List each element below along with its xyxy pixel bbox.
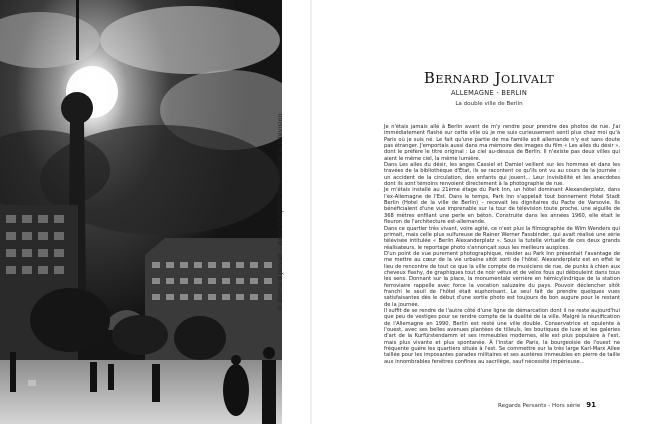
photo-caption: © Bernard Jolivalt – Alexanderplatz et la tour de la télévision	[276, 113, 284, 311]
author-name: Bernard Jolivalt	[423, 69, 555, 87]
tree	[112, 315, 168, 355]
left-page	[0, 0, 312, 424]
body-paragraph: Il suffit de se rendre de l'autre côté d'une ligne de démarcation dont il ne reste aujourd'hui que peu de vestiges pour se rendre compte de la dualité de la ville. Malgré la réunification de l'Allemagne en 1990, Berlin est resté une ville double. Conservatrice et opulente à l'ouest, avec ses belles avenues plantées de tilleuls, les boutiques de luxe et les galeries d'art de la Kurfürstendamm et ses immeubles modernes, elle est plus populaire à l'est, mais plus vivante et plus spontanée. À l'instar de Paris, la bourgeoisie de l'ouest ne fréquente guère les quartiers situés à l'est. Se commettre sur la très large Karl-Marx Allee taillée pour les imposantes parades militaires et ses austères immeubles en pierre de taille aux innombrables fenêtres confines au sacrilège, sauf nécessité impérieuse...	[384, 307, 620, 365]
body-paragraph: Dans ce quartier très vivant, voire agité, ce n'est plus la filmographie de Wim Wenders qui primait, mais celle plus sulfureuse de Rainer Werner Fassbinder, qui avait réalisé une série télévisée intitulée « Berlin Alexanderplatz ». Sous la tutelle virtuelle de ces deux grands réalisateurs, le reportage photo s'annonçait sous les meilleurs auspices.	[384, 225, 620, 251]
article-tagline: La double ville de Berlin	[455, 101, 523, 107]
body-paragraph: Je n'étais jamais allé à Berlin avant de m'y rendre pour prendre des photos de rue. J'ai immédiatement flashé sur cette ville où je me suis curieusement senti plus chez moi qu'à Paris où je suis né. Le fait qu'une partie de ma famille soit allemande n'y est sans doute pas étranger. J'emportais aussi dans ma mémoire des images du film « Les ailes du désir », dont le préfère le titre original : Le ciel au-dessus de Berlin. Il n'existe pas deux villes qui aient le même ciel, la même lumière.	[384, 124, 620, 162]
cloud	[100, 6, 280, 74]
tree	[30, 288, 110, 352]
tower-antenna	[76, 0, 79, 60]
bench	[28, 380, 36, 386]
photo-illustration	[0, 0, 282, 424]
page-number: 91	[586, 401, 597, 409]
body-paragraph: D'un point de vue purement photographique, résider au Park Inn présentait l'avantage de me mettre au cœur de la vie urbaine sitôt sorti de l'hôtel. Alexanderplatz est en effet le lieu de rencontre de tout ce que la ville compte de musiciens de rue, de punks à chien aux cheveux flashy, de graphiques tout de noir vêtus et de vélos fous qui débouleint dans tous les sens. Donnant sur la place, la monumentale verrière en hémicylindrique de la station ferroviaire rappelle avec force la vocation saluzaire du pays. Pouvoir déclencher sitôt franchi le seuil de l'hôtel était euphorisant. Le seul fait de prendre quelques vues satisfaisantes dès le début d'une sortie photo est toujours de bon augure pour le restant de la journée.	[384, 250, 620, 308]
tower-sphere	[61, 92, 93, 124]
publication-name: Regards Persants - Hors série	[498, 403, 581, 409]
street-photo	[0, 0, 282, 424]
tree	[174, 316, 226, 360]
article-body	[384, 124, 620, 365]
body-paragraph: Je m'étais installé au 21ème étage du Park Inn, un hôtel dominant Alexanderplatz, dans l'ex-Allemagne de l'Est. Dans le temps, Park Inn s'appelait tout bonnement Hotel Stadt Berlin (Hotel de la ville de Berlin) – recevait les dignitaires du Pacte de Varsovie. Ils bénéficiaient d'une vue imprenable sur la tour de télévision toute proche, une aiguille de 368 mètres enfilant une perle en béton. Construite dans les années 1960, elle était le fleuron de l'architecture est-allemande.	[384, 187, 620, 226]
location-subtitle: ALLEMAGNE - BERLIN	[450, 89, 528, 97]
body-paragraph: Dans Les ailes du désir, les anges Cassiel et Damiel veillent sur les hommes et dans les travées de la bibliothèque d'État, ils se racontent ce qu'ils ont vu au cours de la journée : un accident de la circulation, des enfants qui jouent... Leur invisibilité et les anecdotes dont ils sont témoins renvoient directement à la photographie de rue.	[384, 162, 620, 188]
page-footer	[498, 401, 596, 409]
